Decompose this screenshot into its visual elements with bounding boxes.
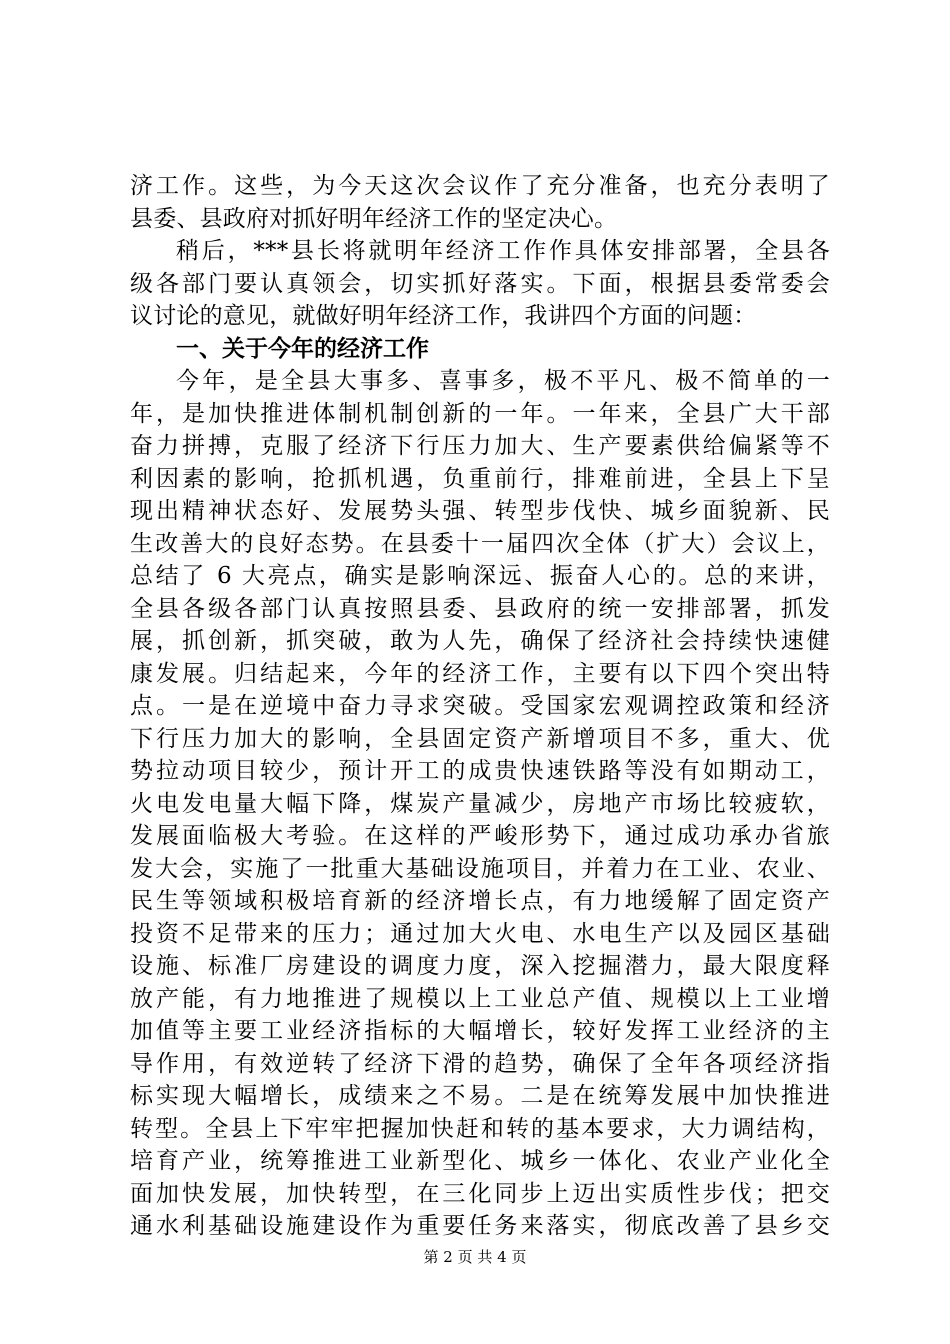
text-line: 导作用，有效逆转了经济下滑的趋势，确保了全年各项经济指: [130, 1050, 830, 1077]
text-line: 培育产业，统筹推进工业新型化、城乡一体化、农业产业化全: [130, 1148, 830, 1174]
section-heading: 一、关于今年的经济工作: [176, 335, 429, 362]
text-line: 民生等领域积极培育新的经济增长点，有力地缓解了固定资产: [130, 888, 830, 914]
document-body: [130, 170, 830, 1243]
text-line: 利因素的影响，抢抓机遇，负重前行，排难前进，全县上下呈: [130, 465, 830, 492]
text-line: 总结了 6 大亮点，确实是影响深远、振奋人心的。总的来讲，: [130, 563, 830, 589]
text-line: 投资不足带来的压力；通过加大火电、水电生产以及园区基础: [130, 920, 830, 947]
text-line: 全县各级各部门认真按照县委、县政府的统一安排部署，抓发: [130, 595, 830, 622]
text-line: 议讨论的意见，就做好明年经济工作，我讲四个方面的问题：: [130, 303, 757, 329]
text-line: 级各部门要认真领会，切实抓好落实。下面，根据县委常委会: [130, 270, 830, 297]
page-number-footer: 第 2 页 共 4 页: [423, 1248, 527, 1266]
text-line: 今年，是全县大事多、喜事多，极不平凡、极不简单的一: [176, 368, 830, 394]
text-line: 通水利基础设施建设作为重要任务来落实，彻底改善了县乡交: [130, 1213, 830, 1239]
text-line: 设施、标准厂房建设的调度力度，深入挖掘潜力，最大限度释: [130, 953, 830, 979]
text-line: 生改善大的良好态势。在县委十一届四次全体（扩大）会议上，: [130, 530, 830, 557]
text-line: 年，是加快推进体制机制创新的一年。一年来，全县广大干部: [130, 400, 830, 427]
text-line: 康发展。归结起来，今年的经济工作，主要有以下四个突出特: [130, 660, 830, 687]
text-line: 加值等主要工业经济指标的大幅增长，较好发挥工业经济的主: [130, 1018, 830, 1044]
text-line: 发大会，实施了一批重大基础设施项目，并着力在工业、农业、: [130, 855, 830, 882]
text-line: 点。一是在逆境中奋力寻求突破。受国家宏观调控政策和经济: [130, 693, 830, 719]
text-line: 面加快发展，加快转型，在三化同步上迈出实质性步伐；把交: [130, 1180, 830, 1207]
text-line: 济工作。这些，为今天这次会议作了充分准备，也充分表明了: [130, 173, 830, 199]
text-line: 放产能，有力地推进了规模以上工业总产值、规模以上工业增: [130, 985, 830, 1012]
text-line: 发展面临极大考验。在这样的严峻形势下，通过成功承办省旅: [130, 823, 830, 849]
text-line: 势拉动项目较少，预计开工的成贵快速铁路等没有如期动工，: [130, 758, 830, 784]
text-line: 稍后，***县长将就明年经济工作作具体安排部署，全县各: [176, 238, 830, 264]
text-line: 标实现大幅增长，成绩来之不易。二是在统筹发展中加快推进: [130, 1083, 830, 1109]
text-line: 转型。全县上下牢牢把握加快赶和转的基本要求，大力调结构，: [130, 1115, 830, 1142]
text-line: 火电发电量大幅下降，煤炭产量减少，房地产市场比较疲软，: [130, 790, 830, 817]
text-line: 展，抓创新，抓突破，敢为人先，确保了经济社会持续快速健: [130, 628, 830, 654]
text-line: 现出精神状态好、发展势头强、转型步伐快、城乡面貌新、民: [130, 498, 830, 524]
text-line: 奋力拼搏，克服了经济下行压力加大、生产要素供给偏紧等不: [130, 433, 830, 459]
text-line: 下行压力加大的影响，全县固定资产新增项目不多，重大、优: [130, 725, 830, 752]
text-line: 县委、县政府对抓好明年经济工作的坚定决心。: [130, 205, 618, 232]
